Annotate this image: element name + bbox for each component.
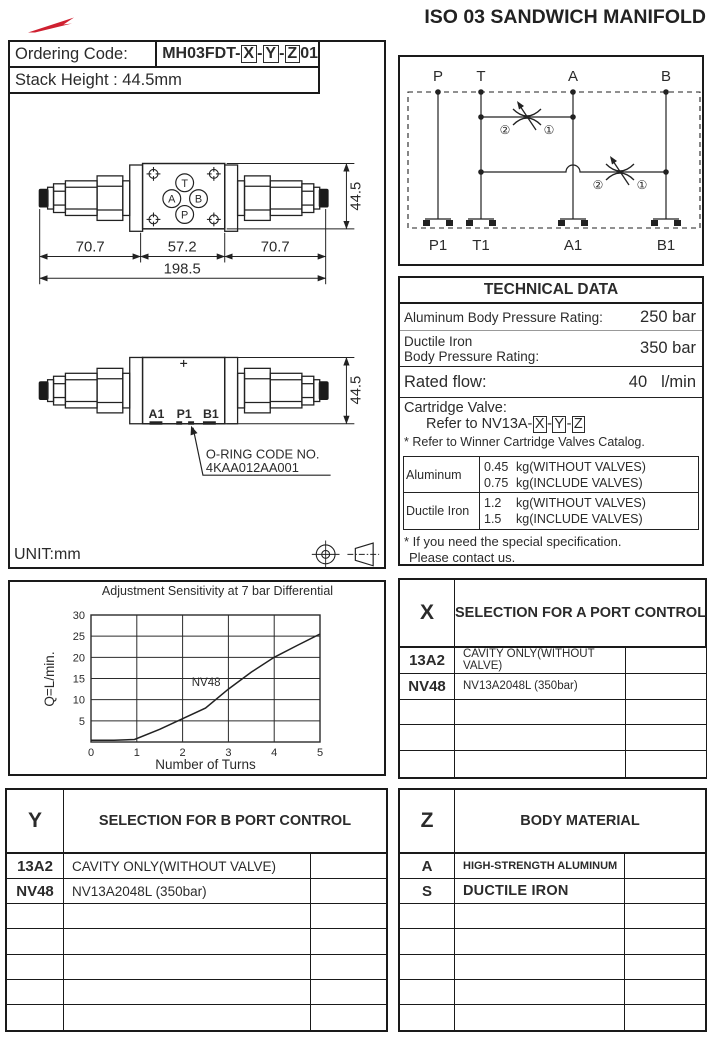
x-tick-label: 5	[316, 747, 324, 759]
weights-line	[484, 475, 698, 491]
table-row-empty	[400, 980, 705, 1005]
dim-left: 70.7	[75, 239, 105, 256]
weights-row	[404, 493, 698, 529]
ordering-code-row	[10, 42, 318, 68]
dim-right: 70.7	[260, 239, 290, 256]
table-row	[400, 648, 706, 674]
selection-table-z	[398, 788, 707, 1032]
table-title: SELECTION FOR B PORT CONTROL	[98, 813, 352, 829]
y-tick-label: 10	[72, 694, 85, 707]
chart-title: Adjustment Sensitivity at 7 bar Differential	[101, 584, 334, 598]
selection-table-x	[398, 578, 707, 779]
weight-number: 0.75	[484, 475, 509, 490]
row-empty-cell	[625, 854, 705, 878]
stack-height-row	[10, 68, 318, 92]
pressure-ductile-label	[404, 334, 539, 364]
table-row-empty	[7, 955, 386, 980]
row-code: NV48	[400, 674, 455, 699]
rated-flow-value	[629, 373, 696, 392]
technical-data-panel	[398, 276, 704, 566]
table-row-empty	[7, 980, 386, 1005]
series-label: NV48	[191, 677, 221, 690]
cartridge-valve-label: Cartridge Valve:	[404, 400, 507, 416]
row-code: S	[400, 879, 455, 903]
weights-values	[480, 493, 698, 529]
port-label-a: A	[168, 193, 176, 206]
weight-desc: kg(INCLUDE VALVES)	[516, 475, 643, 490]
ordering-code-value	[157, 45, 318, 64]
pressure-ductile-row	[400, 331, 702, 367]
weights-table	[403, 456, 699, 530]
x-tick-label: 1	[133, 747, 140, 759]
table-header	[400, 580, 706, 648]
schematic-port-a: A	[567, 68, 579, 85]
selection-table-y	[5, 788, 388, 1032]
port-label-a1: A1	[148, 406, 165, 421]
row-description: HIGH-STRENGTH ALUMINUM	[455, 854, 625, 878]
table-row-empty	[400, 751, 706, 777]
drawings-panel	[8, 40, 386, 569]
pressure-aluminum-row	[400, 304, 702, 331]
valve-drawings	[10, 42, 388, 571]
cartridge-dash: -	[566, 416, 572, 432]
schematic-port-b1: B1	[656, 237, 676, 254]
weights-row	[404, 457, 698, 493]
table-code-letter: Y	[7, 790, 64, 852]
cartridge-box-z: Z	[573, 416, 583, 432]
table-code-letter: Z	[400, 790, 455, 852]
pressure-aluminum-label: Aluminum Body Pressure Rating:	[404, 309, 603, 325]
port-label-p: P	[181, 209, 189, 222]
side-view-drawing	[39, 357, 365, 475]
x-tick-label: 2	[179, 747, 186, 759]
special-spec-footnote	[400, 530, 702, 566]
table-row-empty	[400, 1005, 705, 1030]
ordering-code-box	[8, 40, 320, 94]
pressure-ductile-label-line1: Ductile Iron	[404, 333, 473, 349]
table-title: SELECTION FOR A PORT CONTROL	[455, 605, 707, 621]
table-row	[400, 854, 705, 879]
weight-number: 1.2	[484, 496, 502, 510]
weight-number: 1.5	[484, 512, 502, 526]
table-row-empty	[7, 929, 386, 954]
throttle-valve-2-icon	[606, 156, 634, 185]
rated-flow-row	[400, 367, 702, 398]
code-prefix: MH03FDT-	[162, 44, 241, 62]
table-row	[400, 674, 706, 700]
ordering-code-label: Ordering Code:	[10, 42, 157, 66]
weights-line	[484, 511, 698, 527]
chart-panel	[8, 580, 386, 776]
row-description: DUCTILE IRON	[455, 879, 625, 903]
weight-desc: kg(WITHOUT VALVES)	[516, 496, 646, 510]
weights-line	[484, 459, 698, 475]
port-label-p1: P1	[176, 406, 192, 421]
code-dash: -	[257, 44, 263, 62]
table-row	[7, 854, 386, 879]
circuit-panel	[398, 55, 704, 266]
schematic-port-p: P	[432, 68, 444, 85]
table-code-letter: X	[400, 580, 455, 646]
unit-note: UNIT:mm	[14, 546, 81, 563]
row-empty-cell	[626, 674, 706, 699]
dim-center: 57.2	[167, 239, 197, 256]
row-code: 13A2	[7, 854, 64, 878]
table-header	[7, 790, 386, 854]
cartridge-valve-ref	[404, 416, 702, 433]
footnote-line2: Please contact us.	[409, 550, 516, 565]
cartridge-valve-section	[400, 398, 702, 456]
technical-data-title: TECHNICAL DATA	[400, 278, 702, 304]
pressure-ductile-label-line2: Body Pressure Rating:	[404, 348, 540, 364]
schematic-port-a1: A1	[563, 237, 583, 254]
y-tick-label: 15	[72, 673, 85, 686]
row-description: CAVITY ONLY(WITHOUT VALVE)	[64, 854, 311, 878]
chart-ylabel: Q=L/min.	[42, 651, 57, 707]
third-angle-projection-icon	[312, 541, 379, 569]
throttle-valve-1-icon	[513, 101, 541, 130]
table-row	[400, 879, 705, 904]
weights-material: Aluminum	[404, 457, 480, 492]
table-row-empty	[400, 929, 705, 954]
row-empty-cell	[311, 879, 386, 903]
pressure-aluminum-value: 250 bar	[640, 307, 696, 326]
weight-number: 0.45	[484, 459, 509, 474]
oring-code-label: O-RING CODE NO.	[205, 446, 320, 462]
y-tick-label: 20	[72, 652, 85, 665]
valve2-badge-1: ①	[636, 178, 648, 192]
x-tick-label: 0	[87, 747, 95, 759]
row-description: NV13A2048L (350bar)	[455, 674, 626, 699]
code-dash: -	[279, 44, 285, 62]
hydraulic-schematic	[400, 57, 702, 264]
sensitivity-chart	[10, 582, 384, 774]
cartridge-ref-prefix: Refer to NV13A-	[426, 416, 533, 432]
cartridge-box-x: X	[534, 416, 545, 432]
x-tick-label: 4	[271, 747, 278, 759]
y-tick-label: 25	[72, 631, 85, 644]
valve1-badge-2: ②	[499, 123, 511, 137]
row-empty-cell	[625, 879, 705, 903]
y-tick-label: 30	[72, 610, 85, 622]
row-description: CAVITY ONLY(WITHOUT VALVE)	[455, 648, 626, 673]
code-box-x: X	[241, 45, 257, 64]
code-box-y: Y	[263, 45, 279, 64]
schematic-port-t: T	[476, 68, 486, 85]
table-title: BODY MATERIAL	[520, 813, 640, 829]
rated-flow-unit: l/min	[661, 372, 696, 391]
table-row-empty	[400, 904, 705, 929]
weight-desc: kg(INCLUDE VALVES)	[516, 512, 643, 526]
top-view-drawing	[39, 164, 365, 285]
rated-flow-label: Rated flow:	[404, 372, 487, 391]
weights-line	[484, 495, 698, 511]
pressure-ductile-value: 350 bar	[640, 339, 696, 357]
cartridge-box-y: Y	[554, 416, 565, 432]
table-row-empty	[7, 1005, 386, 1030]
row-description: NV13A2048L (350bar)	[64, 879, 311, 903]
schematic-port-t1: T1	[472, 237, 490, 254]
dim-height: 44.5	[348, 181, 365, 211]
y-tick-label: 5	[78, 715, 85, 728]
weight-desc: kg(WITHOUT VALVES)	[516, 459, 646, 474]
oring-leader-arrow-icon	[191, 426, 198, 436]
table-row	[7, 879, 386, 904]
valve1-badge-1: ①	[543, 123, 555, 137]
stack-height: Stack Height : 44.5mm	[15, 70, 182, 89]
schematic-port-p1: P1	[428, 237, 448, 254]
x-tick-label: 3	[225, 747, 232, 759]
row-empty-cell	[626, 648, 706, 673]
page-title: ISO 03 SANDWICH MANIFOLD	[424, 6, 706, 28]
dim-height-side: 44.5	[348, 375, 365, 405]
table-row-empty	[7, 904, 386, 929]
cartridge-dash: -	[547, 416, 552, 432]
oring-code-number: 4KAA012AA001	[205, 460, 299, 476]
valve2-badge-2: ②	[592, 178, 604, 192]
table-row-empty	[400, 955, 705, 980]
row-empty-cell	[311, 854, 386, 878]
port-label-t: T	[181, 177, 188, 190]
table-row-empty	[400, 700, 706, 726]
code-box-z: Z	[285, 45, 300, 64]
footnote-line1: * If you need the special specification.	[404, 534, 622, 549]
cartridge-catalog-note: * Refer to Winner Cartridge Valves Catalog.	[404, 435, 645, 450]
code-suffix: 01	[300, 44, 318, 62]
table-header	[400, 790, 705, 854]
row-code: NV48	[7, 879, 64, 903]
row-code: 13A2	[400, 648, 455, 673]
chart-xlabel: Number of Turns	[155, 757, 256, 772]
port-label-b1: B1	[202, 406, 219, 421]
schematic-port-b: B	[660, 68, 672, 85]
rated-flow-number: 40	[628, 372, 648, 391]
row-code: A	[400, 854, 455, 878]
port-label-b: B	[194, 193, 203, 206]
dim-total: 198.5	[163, 261, 201, 278]
table-row-empty	[400, 725, 706, 751]
weights-material: Ductile Iron	[404, 493, 480, 529]
weights-values	[480, 457, 698, 492]
